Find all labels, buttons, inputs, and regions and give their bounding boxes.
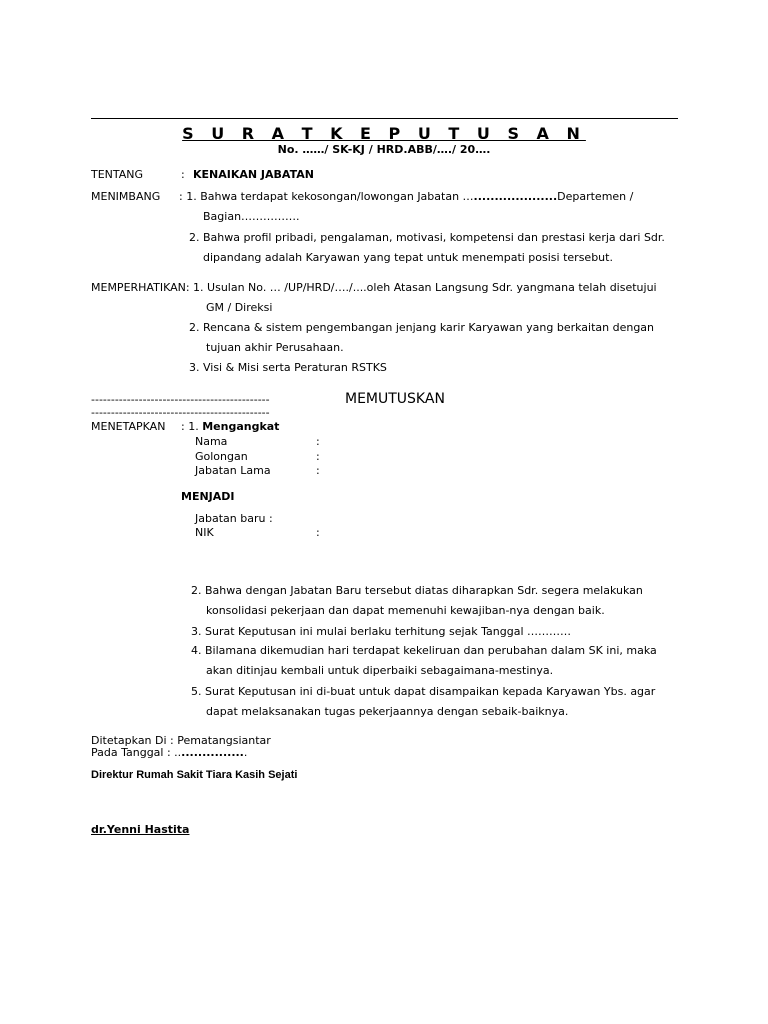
tentang-colon: : (181, 168, 185, 181)
point-2: 2. Bahwa dengan Jabatan Baru tersebut diatas diharapkan Sdr. segera melakukan (191, 584, 643, 597)
pada-tanggal: Pada Tanggal : .................. (91, 746, 248, 759)
tentang-value: KENAIKAN JABATAN (193, 168, 314, 181)
dashes-below: --------------------------------------------- (91, 406, 270, 419)
dashes-left: --------------------------------------------- (91, 393, 270, 406)
menetapkan-item-1: : 1. Mengangkat (181, 420, 280, 433)
memperhatikan-item-1-cont: GM / Direksi (206, 301, 273, 314)
document-number: No. ……/ SK-KJ / HRD.ABB/…./ 20…. (277, 143, 491, 156)
memperhatikan-item-2-cont: tujuan akhir Perusahaan. (206, 341, 344, 354)
memperhatikan-item-3: 3. Visi & Misi serta Peraturan RSTKS (189, 361, 387, 374)
field-jabatan-lama-label: Jabatan Lama (195, 464, 271, 477)
menimbang-item-2: 2. Bahwa profil pribadi, pengalaman, motivasi, kompetensi dan prestasi kerja dari Sdr. (189, 231, 665, 244)
menimbang-item-2-cont: dipandang adalah Karyawan yang tepat untuk menempati posisi tersebut. (203, 251, 613, 264)
field-nama-label: Nama (195, 435, 228, 448)
point-4: 4. Bilamana dikemudian hari terdapat kekeliruan dan perubahan dalam SK ini, maka (191, 644, 657, 657)
signer-name: dr.Yenni Hastita (91, 823, 190, 836)
field-jabatan-baru: Jabatan baru : (195, 512, 273, 525)
menjadi-heading: MENJADI (181, 490, 235, 503)
field-jabatan-lama-colon: : (316, 464, 320, 477)
point-5: 5. Surat Keputusan ini di-buat untuk dapat disampaikan kepada Karyawan Ybs. agar (191, 685, 656, 698)
menimbang-item-1-cont: Bagian……………. (203, 210, 300, 223)
field-golongan-colon: : (316, 450, 320, 463)
ditetapkan-di: Ditetapkan Di : Pematangsiantar (91, 734, 271, 747)
field-golongan-label: Golongan (195, 450, 248, 463)
point-5-cont: dapat melaksanakan tugas pekerjaannya dengan sebaik-baiknya. (206, 705, 569, 718)
field-nik-label: NIK (195, 526, 214, 539)
field-nik-colon: : (316, 526, 320, 539)
memperhatikan-item-1: MEMPERHATIKAN: 1. Usulan No. … /UP/HRD/…./....oleh Atasan Langsung Sdr. yangmana telah disetujui (91, 281, 657, 294)
tentang-label: TENTANG (91, 168, 144, 181)
point-3: 3. Surat Keputusan ini mulai berlaku terhitung sejak Tanggal ………… (191, 625, 572, 638)
menimbang-label: MENIMBANG (91, 190, 161, 203)
field-nama-colon: : (316, 435, 320, 448)
memutuskan-heading: MEMUTUSKAN (345, 391, 445, 407)
point-2-cont: konsolidasi pekerjaan dan dapat memenuhi kewajiban-nya dengan baik. (206, 604, 605, 617)
header-rule (91, 118, 678, 119)
menetapkan-label: MENETAPKAN (91, 420, 166, 433)
document-title: S U R A T K E P U T U S A N (182, 124, 586, 143)
point-4-cont: akan ditinjau kembali untuk diperbaiki sebagaimana-mestinya. (206, 664, 554, 677)
direktur-title: Direktur Rumah Sakit Tiara Kasih Sejati (91, 769, 298, 781)
menimbang-item-1: : 1. Bahwa terdapat kekosongan/lowongan Jabatan …....................Departemen / (179, 190, 634, 203)
memperhatikan-item-2: 2. Rencana & sistem pengembangan jenjang karir Karyawan yang berkaitan dengan (189, 321, 655, 334)
